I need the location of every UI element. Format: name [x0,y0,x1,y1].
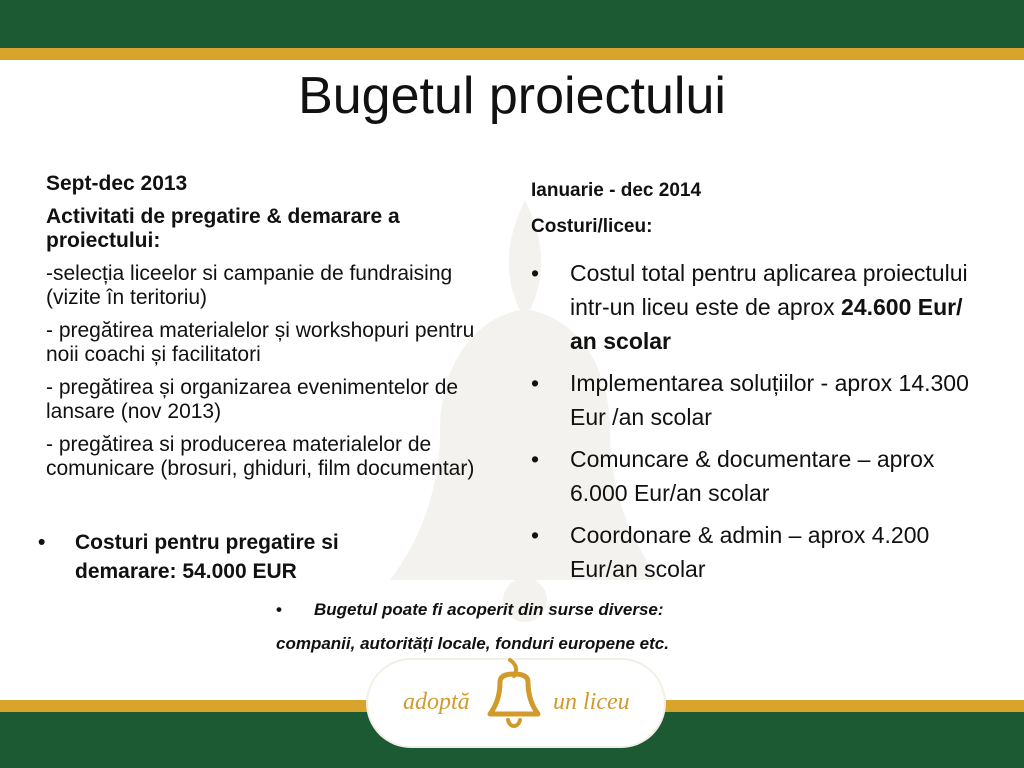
left-activity-item: -selecția liceelor si campanie de fundraising (vizite în teritoriu) [46,262,453,309]
right-period: Ianuarie - dec 2014 [531,180,702,201]
bullet-icon: • [38,531,46,554]
bullet-icon: • [276,600,282,619]
right-cost-item [531,366,993,434]
bullet-icon: • [531,260,540,286]
logo-text-left: adoptă [403,689,470,715]
bullet-icon: • [531,370,540,396]
right-cost-text: Comuncare & documentare – aprox 6.000 Eur/an scolar [570,446,935,506]
right-cost-text: Implementarea soluțiilor - aprox 14.300 Eur /an scolar [570,370,969,430]
left-cost-text: Costuri pentru pregatire si demarare: 54.000 EUR [75,531,339,583]
bell-icon [482,656,546,732]
funding-note-line2: companii, autorități locale, fonduri europene etc. [276,634,669,653]
left-activities-heading: Activitati de pregatire & demarare a proiectului: [46,205,400,252]
right-costs-heading: Costuri/liceu: [531,216,653,237]
left-activity-item: - pregătirea materialelor și workshopuri pentru noii coachi și facilitatori [46,319,475,366]
right-cost-item [531,518,993,586]
right-column-header [531,178,991,250]
page-title: Bugetul proiectului [298,67,726,125]
right-cost-text: Coordonare & admin – aprox 4.200 Eur/an scolar [570,522,930,582]
logo-text-right: un liceu [553,689,630,715]
left-activity-item: - pregătirea si producerea materialelor de comunicare (brosuri, ghiduri, film documentar) [46,433,475,480]
left-period: Sept-dec 2013 [46,172,188,195]
left-column [46,172,486,490]
top-gold-band [0,48,1024,60]
funding-note [276,598,796,656]
top-green-band [0,0,1024,48]
right-cost-item [531,256,993,358]
right-cost-bold: 24.600 Eur/ an scolar [570,294,963,354]
bullet-icon: • [531,446,540,472]
right-cost-text: Costul total pentru aplicarea proiectului intr-un liceu este de aprox [570,260,968,320]
right-cost-list [531,256,993,594]
left-activity-item: - pregătirea și organizarea evenimentelor de lansare (nov 2013) [46,376,459,423]
funding-note-text1: Bugetul poate fi acoperit din surse diverse: [314,600,664,619]
bullet-icon: • [531,522,540,548]
right-cost-item [531,442,993,510]
funding-note-line1 [276,598,796,622]
